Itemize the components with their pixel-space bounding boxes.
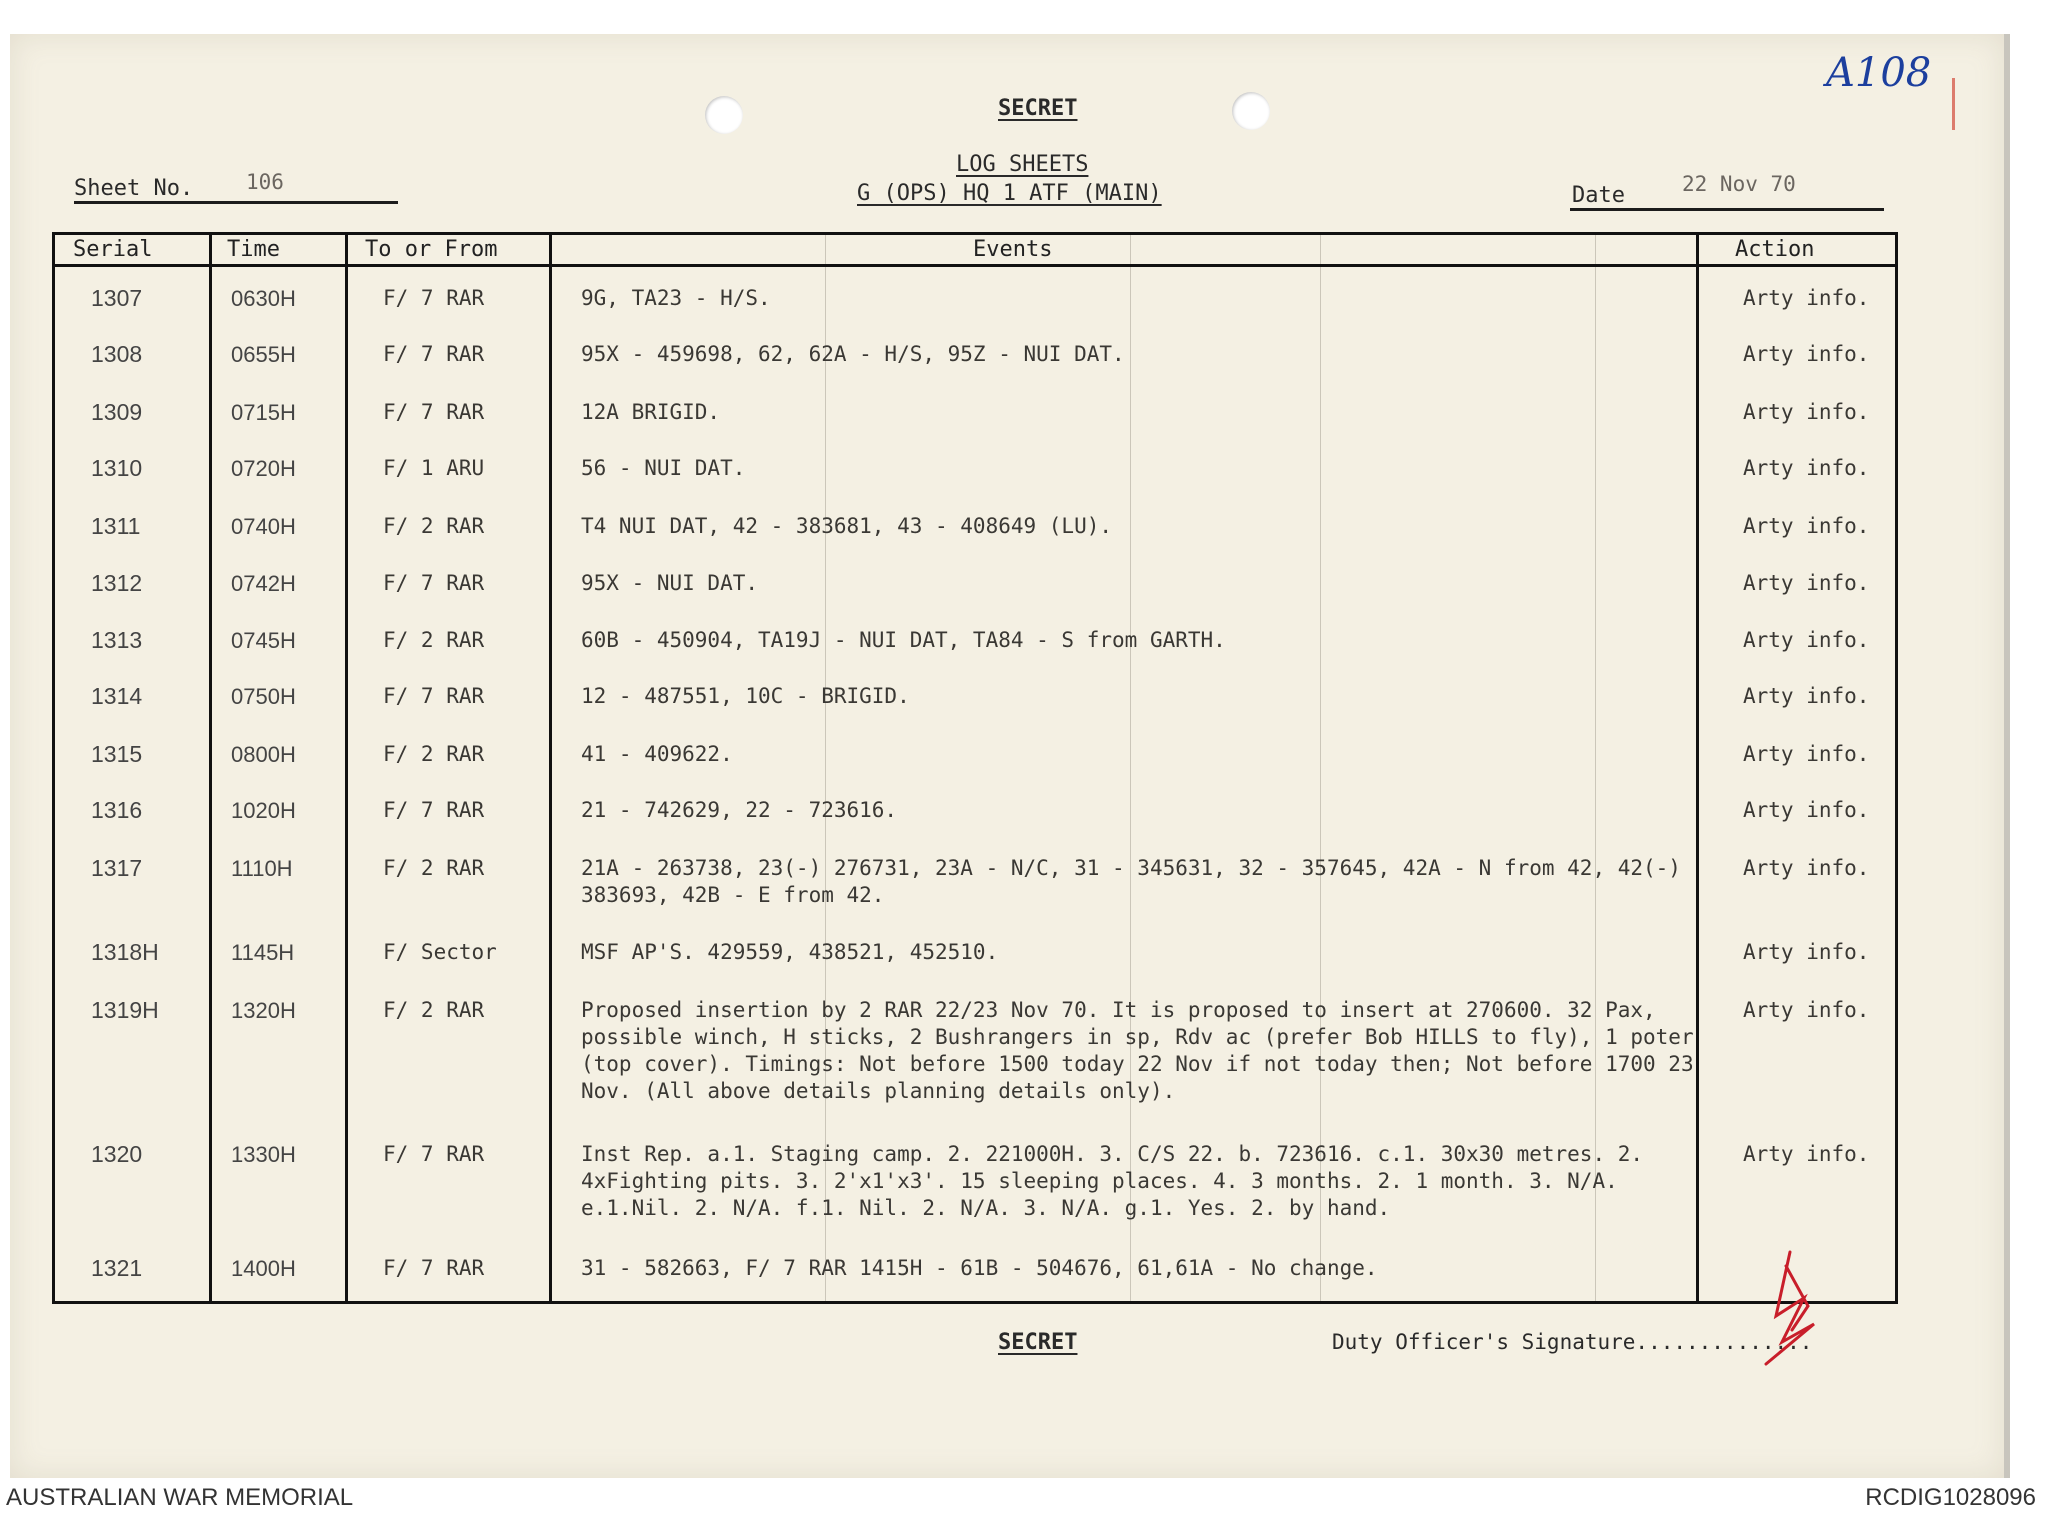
time-cell: 0750H <box>231 684 296 709</box>
serial-cell: 1310 <box>91 455 143 481</box>
time-cell: 1320H <box>231 998 296 1023</box>
action-cell: Arty info. <box>1743 342 1870 366</box>
from-cell: F/ 2 RAR <box>383 998 485 1022</box>
time-cell: 0630H <box>231 286 296 311</box>
event-cell: 12A BRIGID. <box>581 400 721 424</box>
action-cell: Arty info. <box>1743 856 1870 880</box>
red-margin-mark <box>1952 78 1955 130</box>
event-cell: 31 - 582663, F/ 7 RAR 1415H - 61B - 504676, 61,61A - No change. <box>581 1256 1378 1280</box>
action-cell: Arty info. <box>1743 940 1870 964</box>
serial-cell: 1320 <box>91 1141 143 1167</box>
action-cell: Arty info. <box>1743 1142 1870 1166</box>
action-cell: Arty info. <box>1743 571 1870 595</box>
action-cell: Arty info. <box>1743 628 1870 652</box>
time-cell: 0720H <box>231 456 296 481</box>
action-cell: Arty info. <box>1743 684 1870 708</box>
action-cell: Arty info. <box>1743 456 1870 480</box>
event-cell: 9G, TA23 - H/S. <box>581 286 771 310</box>
serial-cell: 1314 <box>91 683 143 709</box>
from-cell: F/ 2 RAR <box>383 628 485 652</box>
time-cell: 0655H <box>231 342 296 367</box>
time-cell: 0742H <box>231 571 296 596</box>
from-cell: F/ 7 RAR <box>383 400 485 424</box>
from-cell: F/ Sector <box>383 940 497 964</box>
event-cell: Inst Rep. a.1. Staging camp. 2. 221000H. 3. C/S 22. b. 723616. c.1. 30x30 metres. 2. 4xFighting pits. 3. 2'x1'x3'. 15 sleeping places. 4. 3 months. 2. 1 month. 3. N/A. e.1.Nil. 2. N/A. f.1. Nil. 2. N/A. 3. N/A. g.1. Yes. 2. by hand. <box>581 1142 1644 1220</box>
event-cell: 12 - 487551, 10C - BRIGID. <box>581 684 910 708</box>
from-cell: F/ 2 RAR <box>383 514 485 538</box>
event-cell: 95X - NUI DAT. <box>581 571 759 595</box>
column-divider <box>549 235 552 1301</box>
time-cell: 1020H <box>231 798 296 823</box>
folio-number: A108 <box>1826 50 1932 96</box>
action-cell: Arty info. <box>1743 742 1870 766</box>
event-cell: MSF AP'S. 429559, 438521, 452510. <box>581 940 999 964</box>
from-cell: F/ 7 RAR <box>383 342 485 366</box>
serial-cell: 1308 <box>91 341 143 367</box>
action-cell: Arty info. <box>1743 286 1870 310</box>
action-cell: Arty info. <box>1743 798 1870 822</box>
time-cell: 0740H <box>231 514 296 539</box>
column-header-action: Action <box>1735 237 1815 262</box>
action-cell: Arty info. <box>1743 514 1870 538</box>
serial-cell: 1318H <box>91 939 159 965</box>
action-cell: Arty info. <box>1743 400 1870 424</box>
from-cell: F/ 1 ARU <box>383 456 485 480</box>
time-cell: 0800H <box>231 742 296 767</box>
sheet-no-value: 106 <box>246 170 284 194</box>
column-header-events: Events <box>973 237 1053 262</box>
time-cell: 1110H <box>231 856 293 881</box>
punch-hole-right <box>1232 92 1270 130</box>
serial-cell: 1321 <box>91 1255 143 1281</box>
column-header-time: Time <box>227 237 280 262</box>
from-cell: F/ 7 RAR <box>383 571 485 595</box>
from-cell: F/ 2 RAR <box>383 742 485 766</box>
serial-cell: 1317 <box>91 855 143 881</box>
event-cell: Proposed insertion by 2 RAR 22/23 Nov 70. It is proposed to insert at 270600. 32 Pax, possible winch, H sticks, 2 Bushrangers in sp, Rdv ac (prefer Bob HILLS to fly), 1 poter (top cover). Timings: Not before 1500 today 22 Nov if not today then; Not before 1700 23 Nov. (All above details planning details only). <box>581 998 1694 1103</box>
from-cell: F/ 7 RAR <box>383 1256 485 1280</box>
from-cell: F/ 7 RAR <box>383 684 485 708</box>
archive-credit: AUSTRALIAN WAR MEMORIAL <box>6 1484 354 1511</box>
time-cell: 0745H <box>231 628 296 653</box>
date-underline <box>1570 208 1884 211</box>
action-cell: Arty info. <box>1743 998 1870 1022</box>
sheet-edge-shadow <box>2004 34 2010 1478</box>
time-cell: 1145H <box>231 940 295 965</box>
classification-header: SECRET <box>998 96 1078 121</box>
event-cell: 95X - 459698, 62, 62A - H/S, 95Z - NUI DAT. <box>581 342 1125 366</box>
column-divider <box>345 235 348 1301</box>
unit-title: G (OPS) HQ 1 ATF (MAIN) <box>857 181 1162 206</box>
log-sheets-title: LOG SHEETS <box>956 152 1089 177</box>
archive-reference: RCDIG1028096 <box>1865 1484 2036 1511</box>
from-cell: F/ 7 RAR <box>383 798 485 822</box>
serial-cell: 1319H <box>91 997 159 1023</box>
from-cell: F/ 7 RAR <box>383 286 485 310</box>
log-table <box>52 232 1898 1304</box>
serial-cell: 1307 <box>91 285 143 311</box>
time-cell: 1330H <box>231 1142 296 1167</box>
column-divider <box>209 235 212 1301</box>
serial-cell: 1312 <box>91 570 143 596</box>
event-cell: 21A - 263738, 23(-) 276731, 23A - N/C, 31 - 345631, 32 - 357645, 42A - N from 42, 42(-) 383693, 42B - E from 42. <box>581 856 1681 907</box>
from-cell: F/ 2 RAR <box>383 856 485 880</box>
event-cell: 41 - 409622. <box>581 742 733 766</box>
red-initials-mark <box>1756 1246 1826 1370</box>
serial-cell: 1309 <box>91 399 143 425</box>
event-cell: 60B - 450904, TA19J - NUI DAT, TA84 - S from GARTH. <box>581 628 1226 652</box>
header-rule <box>55 264 1895 267</box>
from-cell: F/ 7 RAR <box>383 1142 485 1166</box>
sheet-no-label: Sheet No. <box>74 176 194 201</box>
column-header-serial: Serial <box>73 237 153 262</box>
serial-cell: 1313 <box>91 627 143 653</box>
sheet-no-underline <box>74 201 398 204</box>
time-cell: 0715H <box>231 400 296 425</box>
time-cell: 1400H <box>231 1256 296 1281</box>
date-value: 22 Nov 70 <box>1682 172 1796 196</box>
column-header-from: To or From <box>365 237 498 262</box>
event-cell: T4 NUI DAT, 42 - 383681, 43 - 408649 (LU). <box>581 514 1113 538</box>
duty-officer-signature-line: Duty Officer's Signature.............. <box>1332 1330 1813 1354</box>
event-cell: 21 - 742629, 22 - 723616. <box>581 798 898 822</box>
date-label: Date <box>1572 183 1625 208</box>
serial-cell: 1316 <box>91 797 143 823</box>
event-cell: 56 - NUI DAT. <box>581 456 746 480</box>
serial-cell: 1315 <box>91 741 143 767</box>
punch-hole-left <box>705 96 743 134</box>
serial-cell: 1311 <box>91 513 141 539</box>
classification-footer: SECRET <box>998 1330 1078 1355</box>
